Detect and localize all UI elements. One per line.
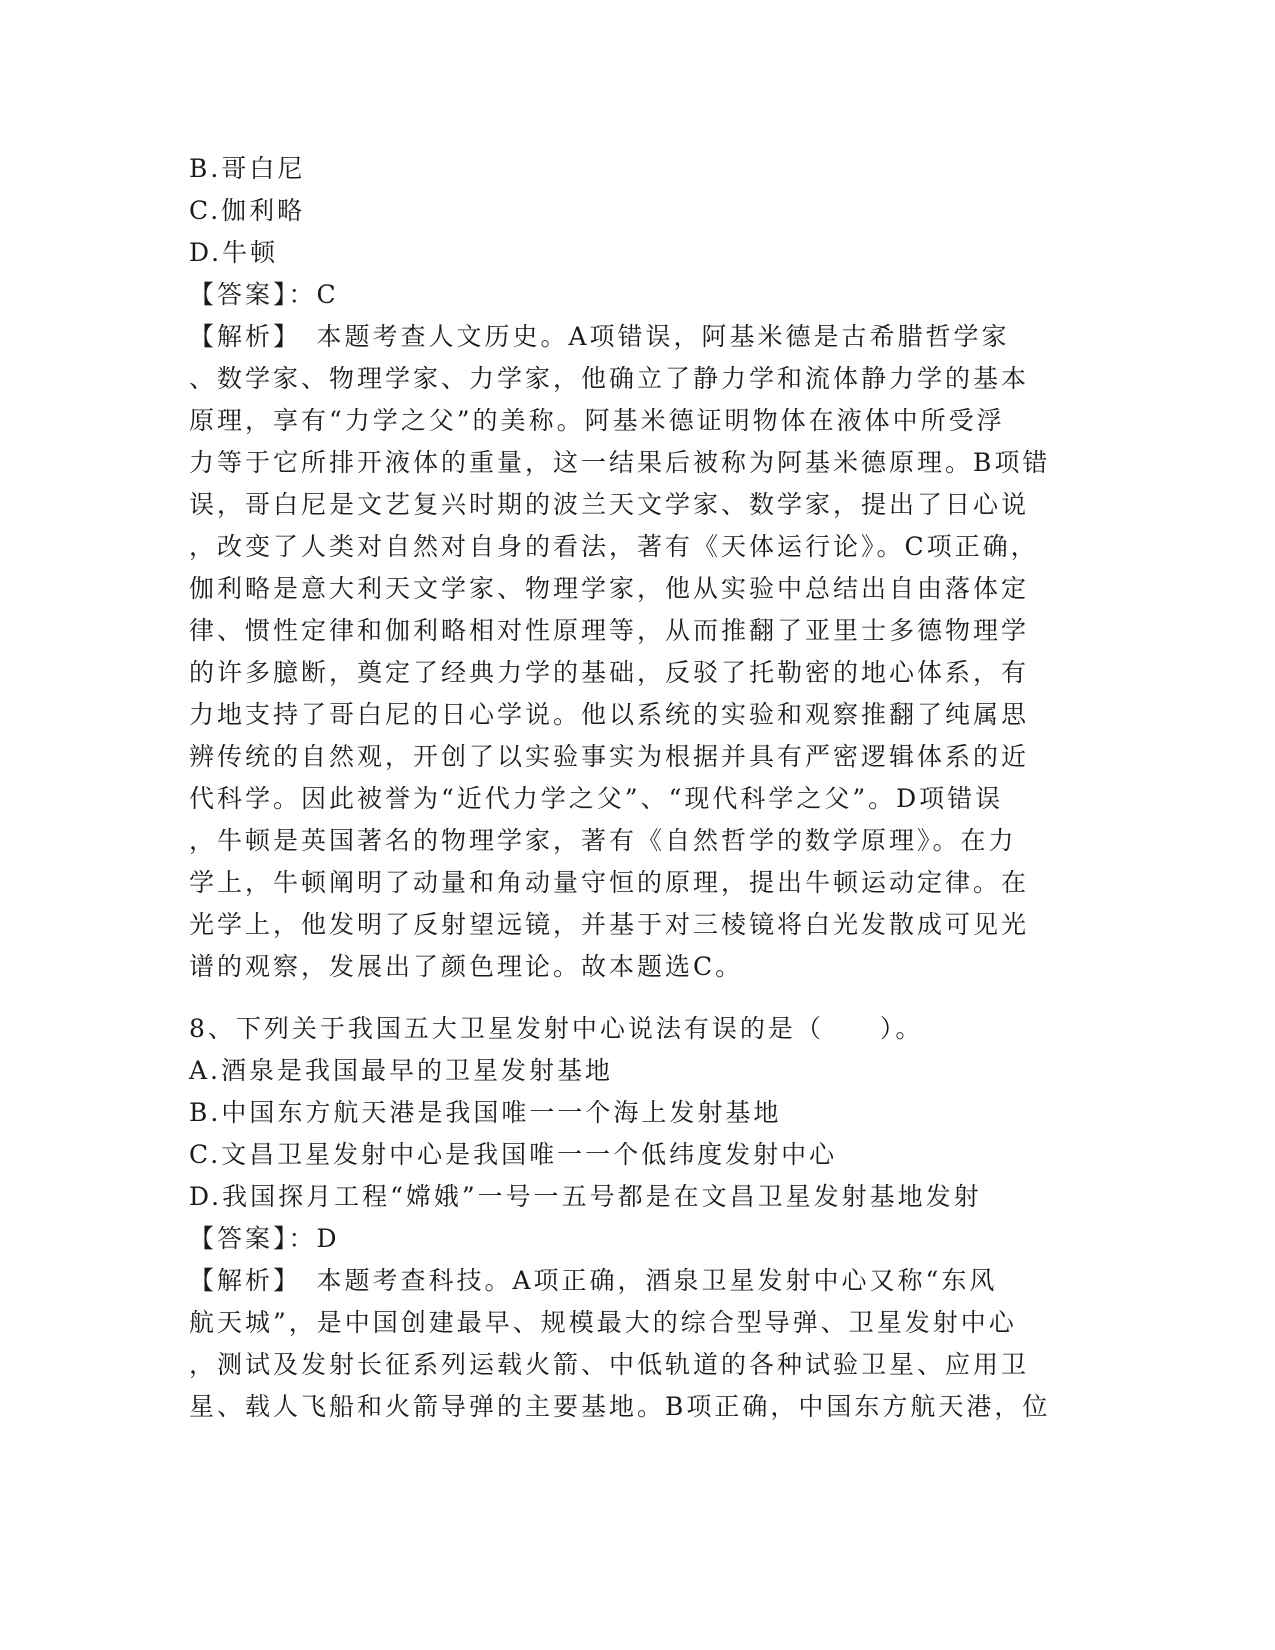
- q7-analysis-line: 辨传统的自然观，开创了以实验事实为根据并具有严密逻辑体系的近: [189, 742, 1030, 771]
- q8-option-b: B.中国东方航天港是我国唯一一个海上发射基地: [189, 1098, 782, 1127]
- q8-option-d: D.我国探月工程“嫦娥”一号一五号都是在文昌卫星发射基地发射: [189, 1182, 982, 1211]
- q7-analysis-line: 、数学家、物理学家、力学家，他确立了静力学和流体静力学的基本: [189, 364, 1030, 393]
- q7-analysis-line: ，牛顿是英国著名的物理学家，著有《自然哲学的数学原理》。在力: [189, 826, 1017, 855]
- q8-answer: 【答案】：D: [189, 1224, 340, 1253]
- q8-analysis-line: 【解析】 本题考查科技。A项正确，酒泉卫星发射中心又称“东风: [189, 1266, 998, 1295]
- q7-analysis-line: 谱的观察，发展出了颜色理论。故本题选C。: [189, 952, 744, 981]
- q7-analysis-line: 的许多臆断，奠定了经典力学的基础，反驳了托勒密的地心体系，有: [189, 658, 1030, 687]
- q7-analysis-line: 学上，牛顿阐明了动量和角动量守恒的原理，提出牛顿运动定律。在: [189, 868, 1030, 897]
- q7-analysis-line: 【解析】 本题考查人文历史。A项错误，阿基米德是古希腊哲学家: [189, 322, 1010, 351]
- q8-analysis-line: 航天城”，是中国创建最早、规模最大的综合型导弹、卫星发射中心: [189, 1308, 1017, 1337]
- q7-analysis-line: 力等于它所排开液体的重量，这一结果后被称为阿基米德原理。B项错: [189, 448, 1051, 477]
- q7-analysis-line: ，改变了人类对自然对自身的看法，著有《天体运行论》。C项正确，: [189, 532, 1039, 561]
- q8-question: 8、下列关于我国五大卫星发射中心说法有误的是（ ）。: [189, 1014, 924, 1043]
- q7-answer: 【答案】：C: [189, 280, 339, 309]
- q7-analysis-line: 误，哥白尼是文艺复兴时期的波兰天文学家、数学家，提出了日心说: [189, 490, 1030, 519]
- q8-analysis-line: 星、载人飞船和火箭导弹的主要基地。B项正确，中国东方航天港，位: [189, 1392, 1051, 1421]
- q7-analysis-line: 律、惯性定律和伽利略相对性原理等，从而推翻了亚里士多德物理学: [189, 616, 1030, 645]
- q7-analysis-line: 原理，享有“力学之父”的美称。阿基米德证明物体在液体中所受浮: [189, 406, 1005, 435]
- document-content: [189, 148, 1089, 1428]
- q7-option-d: D.牛顿: [189, 238, 279, 267]
- q7-option-b: B.哥白尼: [189, 154, 306, 183]
- q7-analysis-line: 力地支持了哥白尼的日心学说。他以系统的实验和观察推翻了纯属思: [189, 700, 1030, 729]
- q8-option-a: A.酒泉是我国最早的卫星发射基地: [189, 1056, 614, 1085]
- q7-analysis-line: 代科学。因此被誉为“近代力学之父”、“现代科学之父”。D项错误: [189, 784, 1004, 813]
- q7-analysis-line: 光学上，他发明了反射望远镜，并基于对三棱镜将白光发散成可见光: [189, 910, 1030, 939]
- q8-analysis-line: ，测试及发射长征系列运载火箭、中低轨道的各种试验卫星、应用卫: [189, 1350, 1030, 1379]
- q7-option-c: C.伽利略: [189, 196, 306, 225]
- q8-option-c: C.文昌卫星发射中心是我国唯一一个低纬度发射中心: [189, 1140, 838, 1169]
- question-separator: [189, 988, 1089, 1008]
- q7-analysis-line: 伽利略是意大利天文学家、物理学家，他从实验中总结出自由落体定: [189, 574, 1030, 603]
